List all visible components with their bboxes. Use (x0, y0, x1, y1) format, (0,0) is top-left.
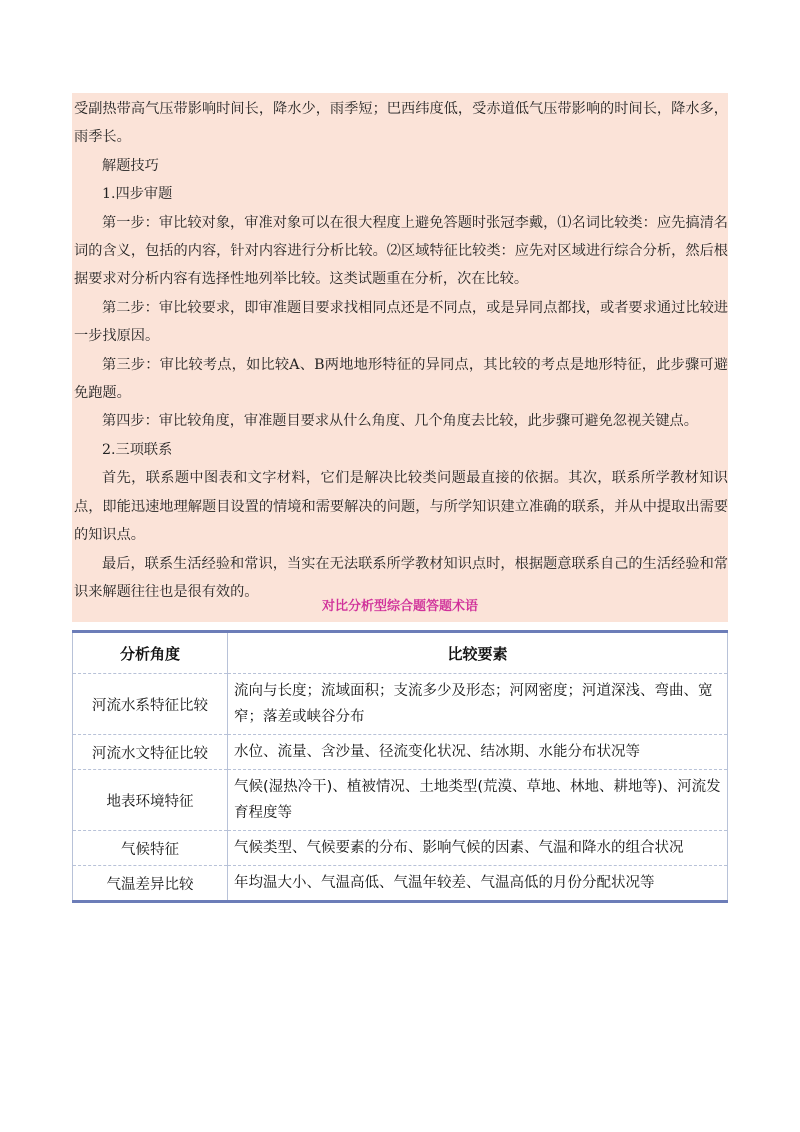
paragraph-last: 最后，联系生活经验和常识，当实在无法联系所学教材知识点时，根据题意联系自己的生活经验和常识来解题往往也是很有效的。 (74, 555, 728, 600)
heading-four-steps: 1.四步审题 (102, 186, 173, 203)
table-header-row (73, 632, 728, 674)
row-value: 气候(湿热冷干)、植被情况、土地类型(荒漠、草地、林地、耕地等)、河流发育程度等 (228, 770, 728, 831)
table-caption: 对比分析型综合题答题术语 (321, 599, 478, 614)
paragraph-step-3: 第三步：审比较考点，如比较A、B两地地形特征的异同点，其比较的考点是地形特征，此步骤可避免跑题。 (74, 356, 728, 402)
table-row (73, 866, 728, 902)
heading-three-links: 2.三项联系 (102, 441, 173, 458)
comparison-table (72, 630, 728, 903)
row-key: 气温差异比较 (73, 866, 228, 902)
heading-tips: 解题技巧 (102, 157, 159, 174)
row-key: 河流水系特征比较 (73, 674, 228, 735)
header-elements: 比较要素 (228, 632, 728, 674)
table-row (73, 735, 728, 770)
paragraph-step-4: 第四步：审比较角度，审准题目要求从什么角度、几个角度去比较，此步骤可避免忽视关键点。 (102, 413, 698, 430)
paragraph-step-2: 第二步：审比较要求，即审准题目要求找相同点还是不同点，或是异同点都找，或者要求通过比较进一步找原因。 (74, 299, 728, 345)
row-value: 气候类型、气候要素的分布、影响气候的因素、气温和降水的组合状况 (228, 831, 728, 866)
table-row (73, 831, 728, 866)
paragraph-intro: 受副热带高气压带影响时间长，降水少，雨季短；巴西纬度低，受赤道低气压带影响的时间长，降水多，雨季长。 (74, 101, 728, 146)
highlighted-text-block (72, 93, 728, 622)
row-key: 气候特征 (73, 831, 228, 866)
paragraph-step-1: 第一步：审比较对象，审准对象可以在很大程度上避免答题时张冠李戴，⑴名词比较类：应先搞清名词的含义，包括的内容，针对内容进行分析比较。⑵区域特征比较类：应先对区域进行综合分析，然后根据要求对分析内容有选择性地列举比较。这类试题重在分析，次在比较。 (74, 214, 728, 288)
header-angle: 分析角度 (73, 632, 228, 674)
row-key: 地表环境特征 (73, 770, 228, 831)
row-key: 河流水文特征比较 (73, 735, 228, 770)
row-value: 水位、流量、含沙量、径流变化状况、结冰期、水能分布状况等 (228, 735, 728, 770)
table-row (73, 770, 728, 831)
paragraph-first: 首先，联系题中图表和文字材料，它们是解决比较类问题最直接的依据。其次，联系所学教材知识点，即能迅速地理解题目设置的情境和需要解决的问题，与所学知识建立准确的联系，并从中提取出需要的知识点。 (74, 470, 728, 544)
table-row (73, 674, 728, 735)
row-value: 年均温大小、气温高低、气温年较差、气温高低的月份分配状况等 (228, 866, 728, 902)
row-value: 流向与长度；流域面积；支流多少及形态；河网密度；河道深浅、弯曲、宽窄；落差或峡谷分布 (228, 674, 728, 735)
